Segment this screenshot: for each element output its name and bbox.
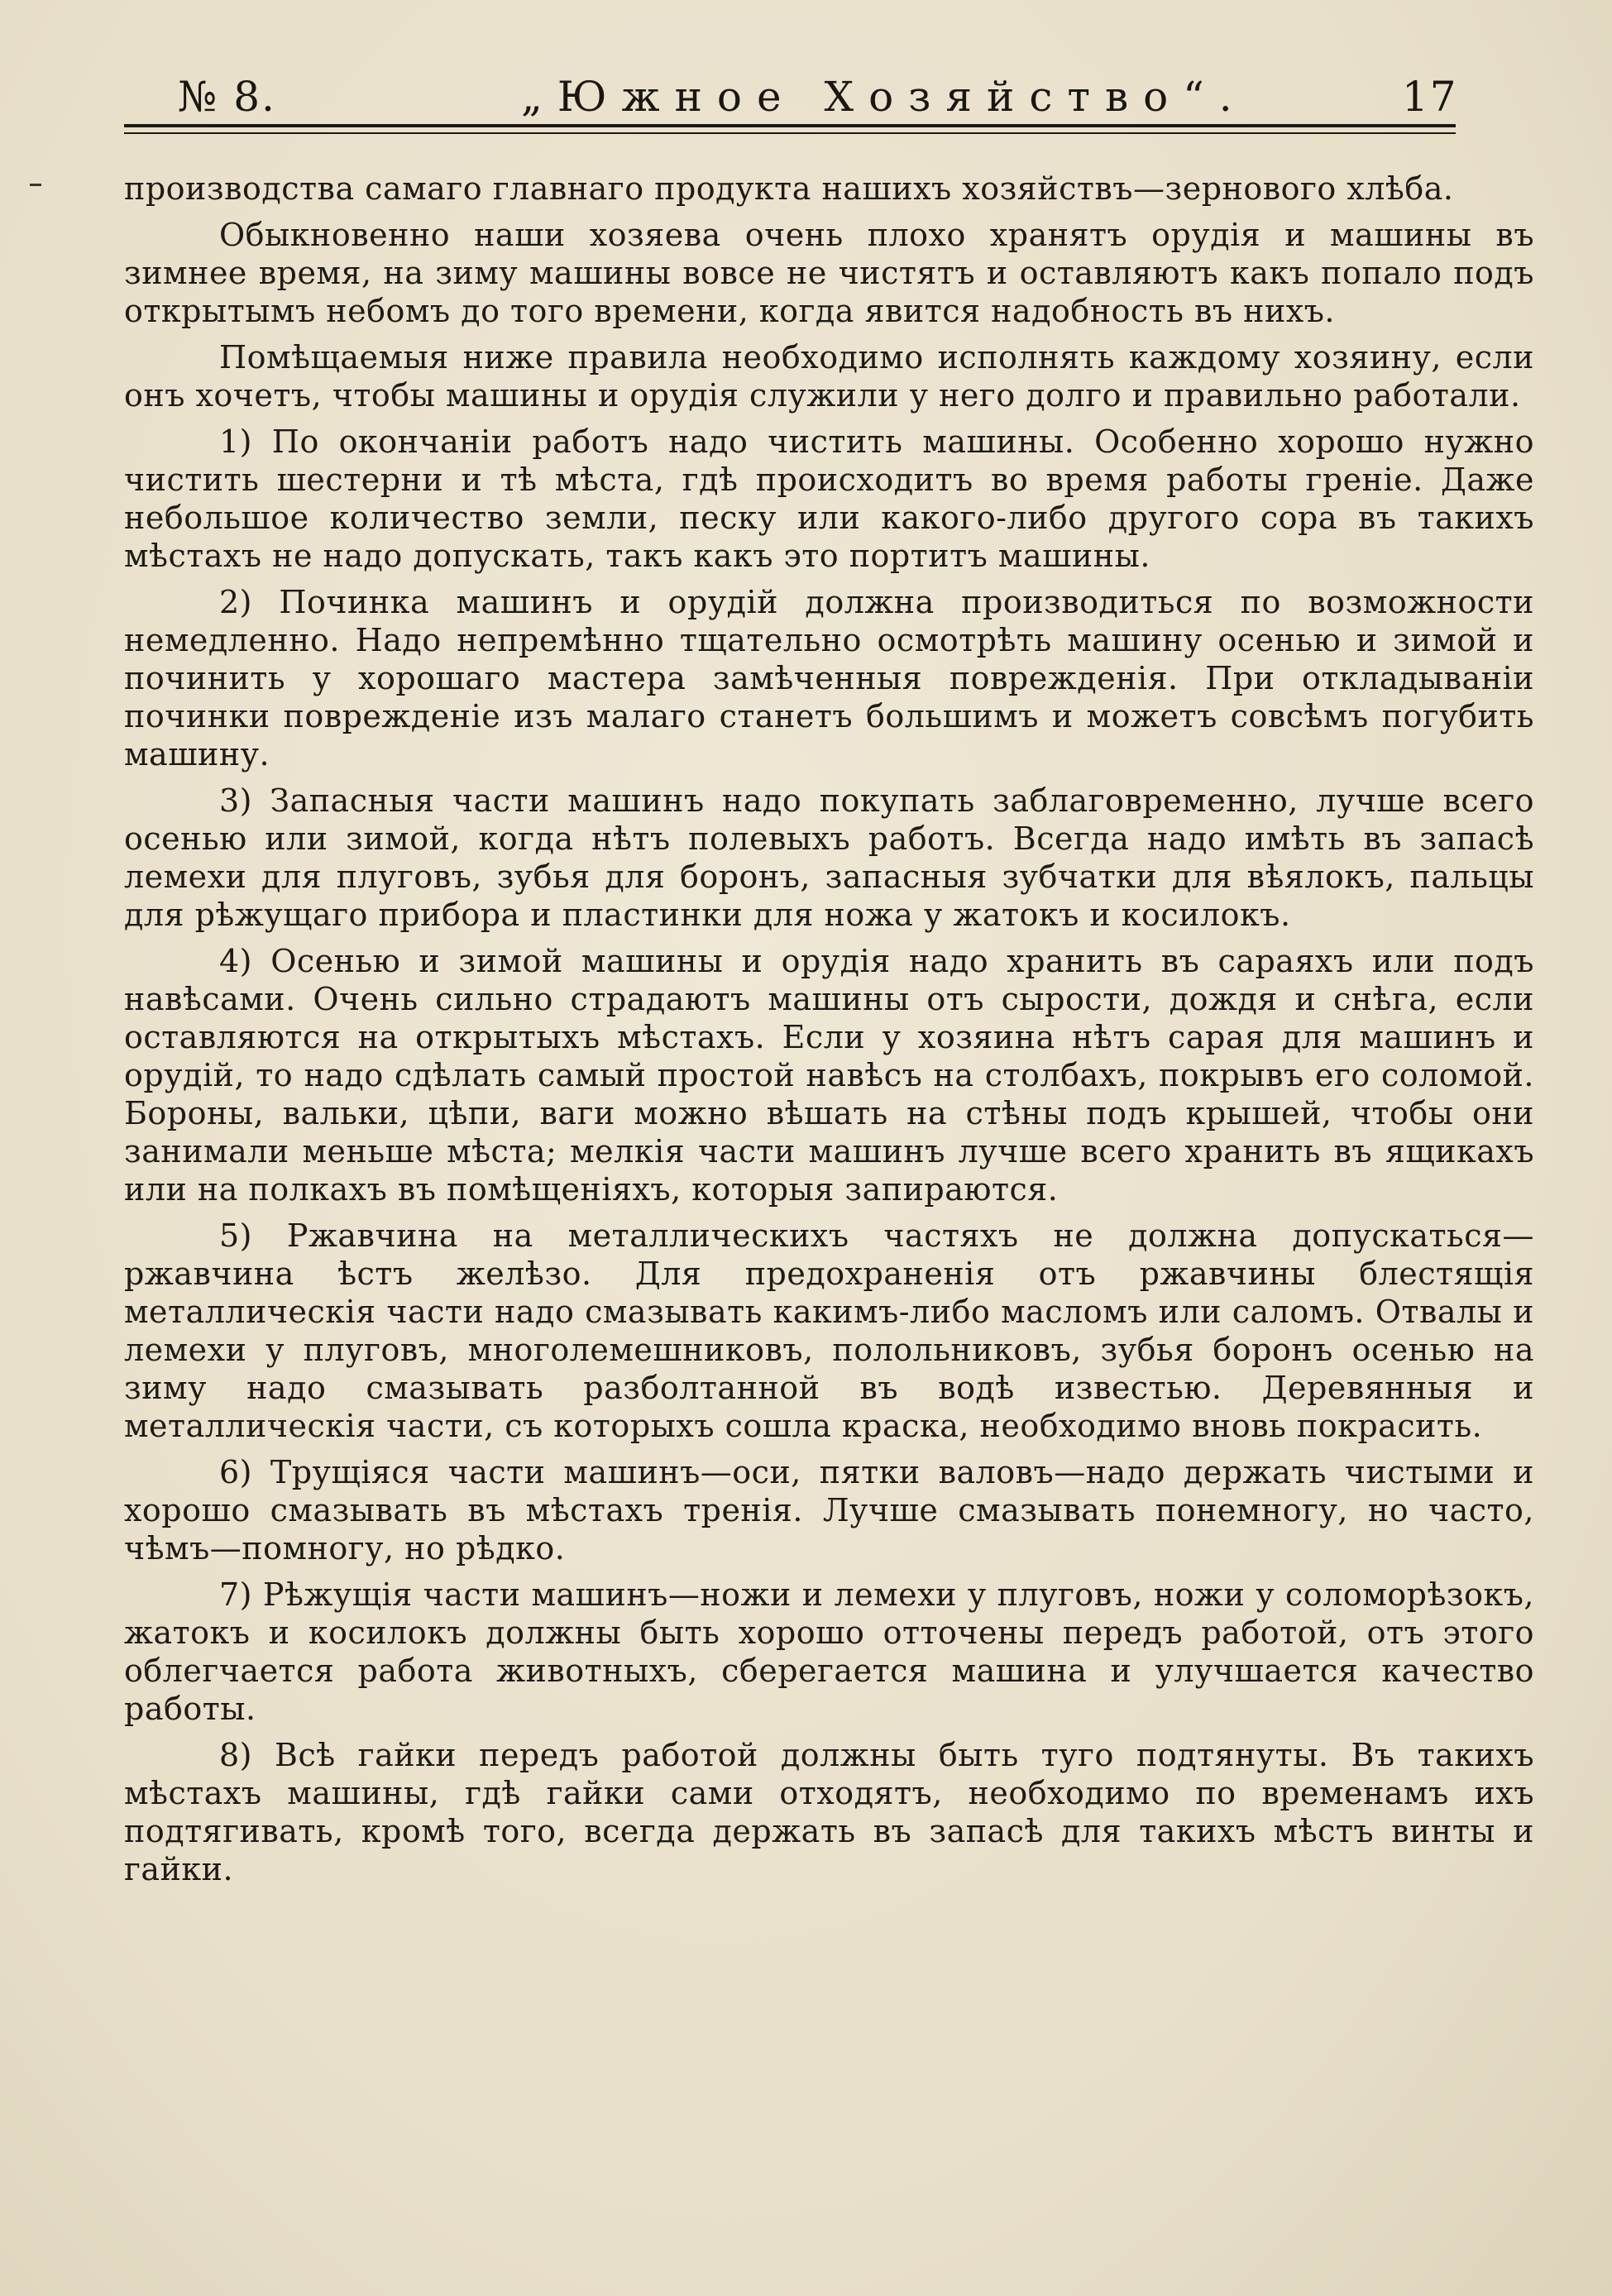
article-body bbox=[124, 170, 1534, 1897]
page-number: 17 bbox=[1402, 73, 1458, 121]
rule-7-paragraph: 7) Рѣжущія части машинъ—ножи и лемехи у плуговъ, ножи у соломорѣзокъ, жатокъ и косилокъ должны быть хорошо отточены передъ работой, отъ этого облегчается работа животныхъ, сберегается машина и улучшается качество работы. bbox=[124, 1576, 1534, 1727]
journal-title: „Южное Хозяйство“. bbox=[521, 73, 1247, 121]
rule-3-paragraph: 3) Запасныя части машинъ надо покупать заблаговременно, лучше всего осенью или зимой, когда нѣтъ полевыхъ работъ. Всегда надо имѣть въ запасѣ лемехи для плуговъ, зубья для боронъ, запасныя зубчатки для вѣялокъ, пальцы для рѣжущаго прибора и пластинки для ножа у жатокъ и косилокъ. bbox=[124, 782, 1534, 933]
rule-2-paragraph: 2) Починка машинъ и орудій должна производиться по возможности немедленно. Надо непремѣнно тщательно осмотрѣть машину осенью и зимой и починить у хорошаго мастера замѣченныя поврежденія. При откладываніи починки поврежденіе изъ малаго станетъ большимъ и можетъ совсѣмъ погубить машину. bbox=[124, 584, 1534, 773]
paragraph-continuation: производства самаго главнаго продукта нашихъ хозяйствъ—зернового хлѣба. bbox=[124, 170, 1454, 207]
rule-5-paragraph: 5) Ржавчина на металлическихъ частяхъ не должна допускаться— ржавчина ѣстъ желѣзо. Для предохраненія отъ ржавчины блестящія металлическія части надо смазывать какимъ-либо масломъ или саломъ. Отвалы и лемехи у плуговъ, многолемешниковъ, полольниковъ, зубья боронъ осенью на зиму надо смазывать разболтанной въ водѣ известью. Деревянныя и металлическія части, съ которыхъ сошла краска, необходимо вновь покрасить. bbox=[124, 1217, 1534, 1444]
paragraph-rules-intro: Помѣщаемыя ниже правила необходимо исполнять каждому хозяину, если онъ хочетъ, чтобы машины и орудія служили у него долго и правильно работали. bbox=[124, 339, 1534, 414]
paragraph-intro: Обыкновенно наши хозяева очень плохо хранятъ орудія и машины въ зимнее время, на зиму машины вовсе не чистятъ и оставляютъ какъ попало подъ открытымъ небомъ до того времени, когда явится надобность въ нихъ. bbox=[124, 217, 1534, 329]
issue-number: № 8. bbox=[178, 73, 276, 121]
header-rule-thin bbox=[124, 132, 1456, 134]
margin-mark bbox=[30, 184, 41, 186]
rule-8-paragraph: 8) Всѣ гайки передъ работой должны быть туго подтянуты. Въ такихъ мѣстахъ машины, гдѣ гайки сами отходятъ, необходимо по временамъ ихъ подтягивать, кромѣ того, всегда держать въ запасѣ для такихъ мѣстъ винты и гайки. bbox=[124, 1737, 1534, 1887]
running-header bbox=[124, 71, 1456, 122]
header-rule-thick bbox=[124, 124, 1456, 127]
rule-6-paragraph: 6) Трущіяся части машинъ—оси, пятки валовъ—надо держать чистыми и хорошо смазывать въ мѣстахъ тренія. Лучше смазывать понемногу, но часто, чѣмъ—помногу, но рѣдко. bbox=[124, 1454, 1534, 1567]
rule-1-paragraph: 1) По окончаніи работъ надо чистить машины. Особенно хорошо нужно чистить шестерни и тѣ мѣста, гдѣ происходитъ во время работы греніе. Даже небольшое количество земли, песку или какого-либо другого сора въ такихъ мѣстахъ не надо допускать, такъ какъ это портитъ машины. bbox=[124, 423, 1534, 574]
rule-4-paragraph: 4) Осенью и зимой машины и орудія надо хранить въ сараяхъ или подъ навѣсами. Очень сильно страдаютъ машины отъ сырости, дождя и снѣга, если оставляются на открытыхъ мѣстахъ. Если у хозяина нѣтъ сарая для машинъ и орудій, то надо сдѣлать самый простой навѣсъ на столбахъ, покрывъ его соломой. Бороны, вальки, цѣпи, ваги можно вѣшать на стѣны подъ крышей, чтобы они занимали меньше мѣста; мелкія части машинъ лучше всего хранить въ ящикахъ или на полкахъ въ помѣщеніяхъ, которыя запираются. bbox=[124, 943, 1534, 1208]
